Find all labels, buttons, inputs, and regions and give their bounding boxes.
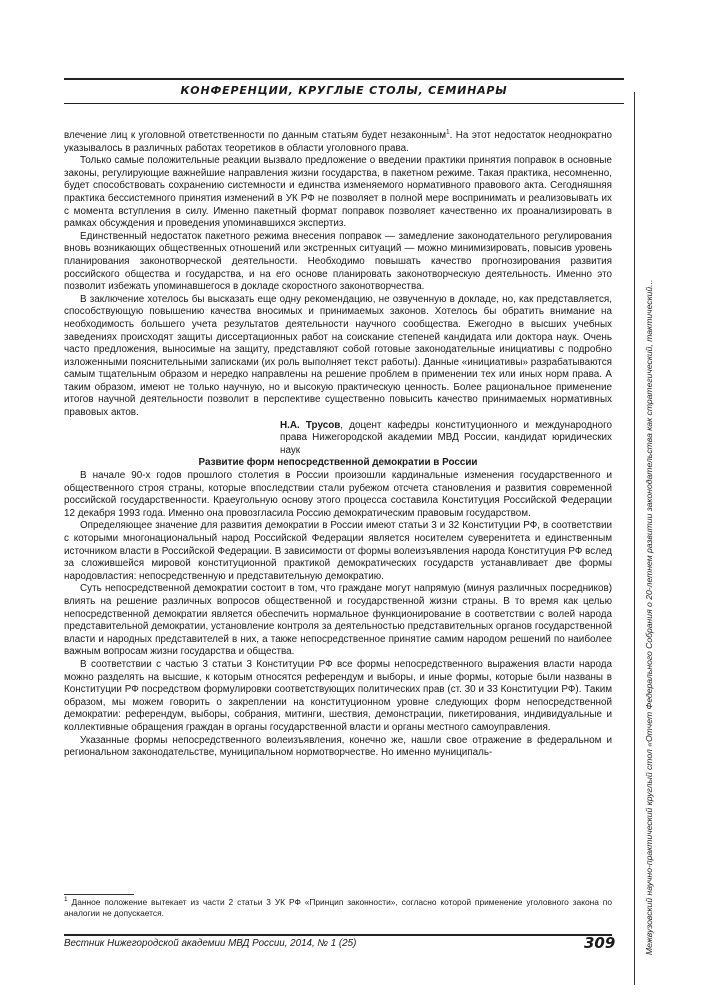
paragraph: В соответствии с частью 3 статьи 3 Конституции РФ все формы непосредственного выражения власти народа можно разделять на высшие, к которым относятся референдум и выборы, и иные формы, которые были названы в Конституции РФ посредством формулировки соответствующих политических прав (ст. 30 и 33 Конституции РФ). Таким образом, мы можем говорить о закреплении на конституционном уровне следующих форм непосредственной демократии: референдум, выборы, собрания, митинги, шествия, демонстрации, пикетирования, индивидуальные и коллективные обращения граждан в органы государственной власти и органы местного самоуправления. <box>64 658 612 733</box>
article-body <box>64 130 612 760</box>
paragraph <box>64 130 612 155</box>
side-divider <box>634 92 635 985</box>
footer-divider <box>64 934 612 936</box>
author-block <box>64 420 612 458</box>
paragraph-text: влечение лиц к уголовной ответственности по данным статьям будет незаконным <box>64 130 446 141</box>
author-name: Н.А. Трусов <box>280 419 341 431</box>
footnote <box>64 897 612 919</box>
paragraph: В начале 90-х годов прошлого столетия в России произошли кардинальные изменения государственного и общественного строя страны, которые впоследствии стали рубежом отсчета становления и развития современной российской государственности. Краеугольную основу этого процесса составила Конституция Российской Федерации 12 декабря 1993 года. Именно она провозгласила Россию демократическим правовым государством. <box>64 470 612 519</box>
header-title: КОНФЕРЕНЦИИ, КРУГЛЫЕ СТОЛЫ, СЕМИНАРЫ <box>180 84 508 97</box>
journal-citation: Вестник Нижегородской академии МВД России, 2014, № 1 (25) <box>64 938 357 949</box>
paragraph: Указанные формы непосредственного волеизъявления, конечно же, нашли свое отражение в федеральном и региональном законодательстве, муниципальном нормотворчестве. Но именно муниципаль- <box>64 734 612 759</box>
paragraph: Суть непосредственной демократии состоит в том, что граждане могут напрямую (минуя различных посредников) влиять на решение различных вопросов общественной и государственной жизни страны. В то время как целью непосредственной демократии является обеспечить нормальное функционирование в соответствии с волей народа представительной демократии, установление контроля за деятельностью представительных органов государственной власти и народных представителей в них, а также непосредственное принятие самим народом решений по наиболее важным вопросам жизни государства и общества. <box>64 583 612 658</box>
side-caption: Межвузовский научно-практический круглый стол «Отчет Федерального Собрания о 20-летнем развитии законодательства как стратегический, тактический... <box>644 279 654 955</box>
footnote-marker: 1 <box>64 896 68 904</box>
section-title: Развитие форм непосредственной демократии в России <box>198 457 478 469</box>
author-affiliation: , доцент кафедры конституционного и международного права Нижегородской академии МВД России, кандидат юридических наук <box>280 419 612 456</box>
page-number: 309 <box>584 934 616 952</box>
paragraph: Только самые положительные реакции вызвало предложение о введении практики принятия поправок в основные законы, регулирующие важнейшие направления жизни государства, в пакетном режиме. Такая практика, несомненно, будет способствовать сохранению системности и единства изменяемого нормативного правового акта. Сегодняшняя практика бессистемного принятия изменений в УК РФ не позволяет в полной мере воспринимать и реализовывать их с момента вступления в силу. Именно пакетный формат поправок позволяет качественно их проанализировать в рамках обсуждения и проведения упоминавшихся экспертиз. <box>64 155 612 230</box>
footnote-ref: 1 <box>446 128 450 136</box>
paragraph: Определяющее значение для развития демократии в России имеют статьи 3 и 32 Конституции РФ, в соответствии с которыми многонациональный народ Российской Федерации является носителем суверенитета и единственным источником власти в Российской Федерации. В зависимости от формы волеизъявления народа Конституция РФ вслед за сложившейся мировой конституционной практикой демократических государств устанавливает две формы народовластия: непосредственную и представительную демократию. <box>64 520 612 582</box>
paragraph-text: . На этот недостаток неоднократно указывалось в различных работах теоретиков в области уголовного права. <box>64 130 613 154</box>
paragraph: В заключение хотелось бы высказать еще одну рекомендацию, не озвученную в докладе, но, как представляется, способствующую повышению качества вносимых и принимаемых законов. Хотелось бы обратить внимание на необходимость большего учета результатов деятельности научного сообщества. Ежегодно в высших учебных заведениях происходят защиты диссертационных работ на соискание степеней кандидата или доктора наук. Очень часто предложения, выносимые на защиту, представляют собой готовые законодательные инициативы с подробно изложенными пояснительными записками (их роль выполняет текст работы). Данные «инициативы» разрабатываются самым тщательным образом и нередко направлены на решение проблем в применении тех или иных норм права. А таким образом, имеют не только научную, но и высокую практическую ценность. Более рациональное применение итогов научной деятельности позволит в перспективе существенно повысить качество принимаемых нормативных правовых актов. <box>64 293 612 419</box>
footnote-divider <box>64 894 134 895</box>
footnote-text: Данное положение вытекает из части 2 статьи 3 УК РФ «Принцип законности», согласно которой применение уголовного закона по аналогии не допускается. <box>64 897 612 918</box>
running-header <box>64 78 624 104</box>
paragraph: Единственный недостаток пакетного режима внесения поправок — замедление законодательного регулирования вновь возникающих общественных отношений или экстренных ситуаций — можно минимизировать, повысив уровень планирования законотворческой деятельности. Необходимо повышать качество прогнозирования развития российского общества и государства, и на его основе планировать законотворческую деятельность. Именно это позволит избежать упоминавшегося в докладе скоростного законотворчества. <box>64 230 612 293</box>
